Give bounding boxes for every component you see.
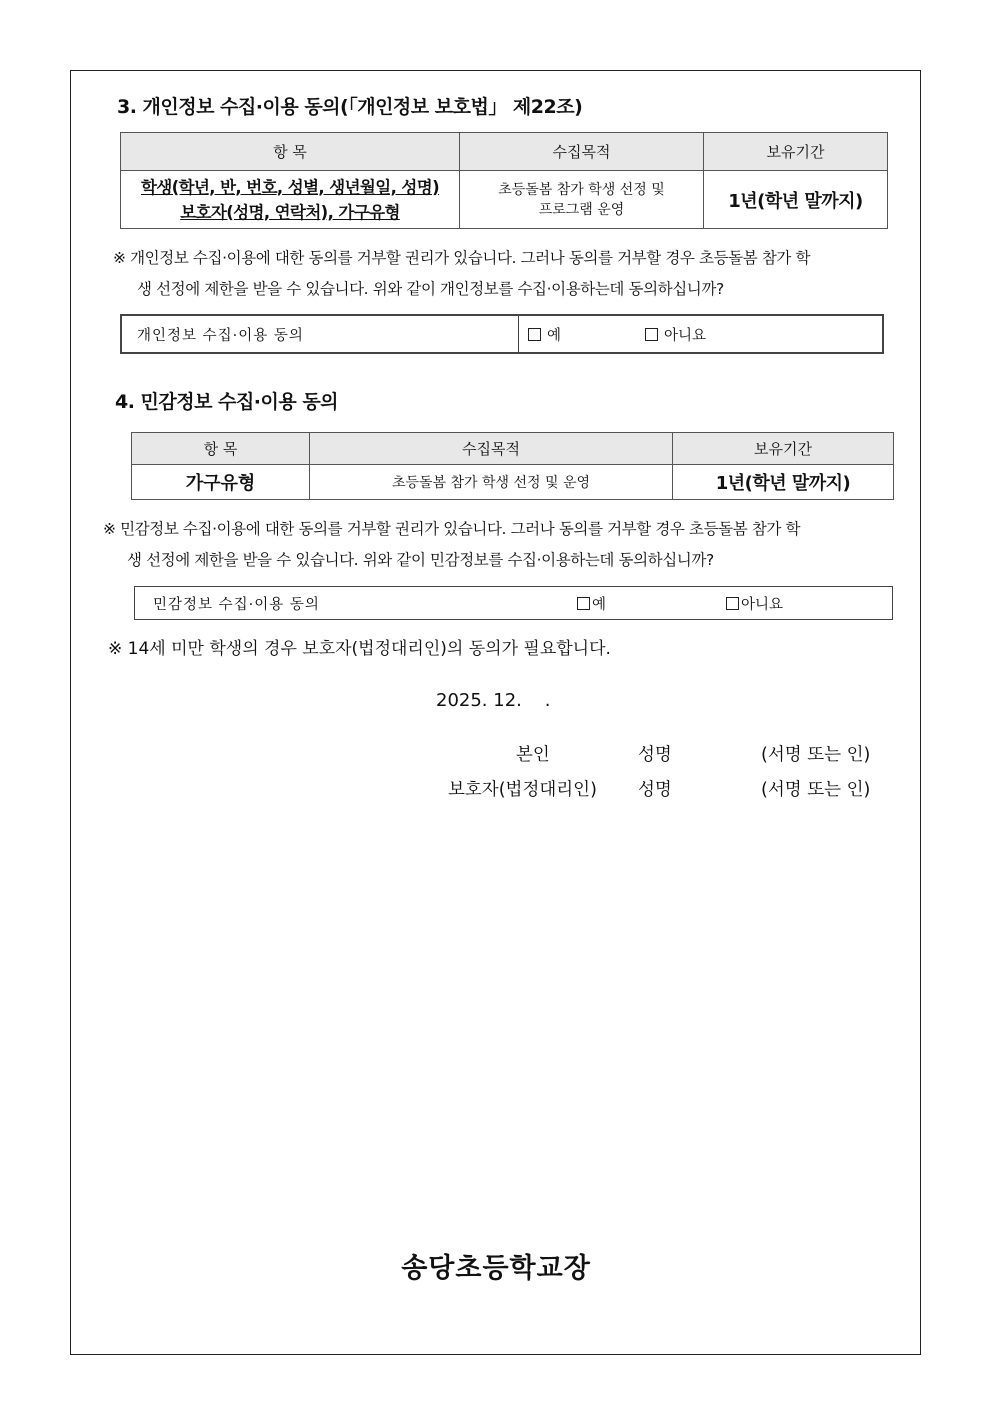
- section4-consent-box: [134, 586, 893, 620]
- item-cell: 가구유형: [132, 465, 310, 500]
- section4-yes-label: 예: [592, 596, 607, 613]
- section4-note-line1: ※ 민감정보 수집·이용에 대한 동의를 거부할 권리가 있습니다. 그러나 동의를 거부할 경우 초등돌봄 참가 학: [103, 520, 801, 538]
- header-item: 항 목: [121, 133, 460, 171]
- section4-note: [103, 514, 903, 576]
- signature-self-sign-label: (서명 또는 인): [761, 745, 871, 765]
- signature-guardian-name-label: 성명: [638, 780, 672, 800]
- section3-consent-box: [120, 314, 884, 354]
- section4-heading: 4. 민감정보 수집·이용 동의: [115, 391, 339, 413]
- signature-guardian-label: 보호자(법정대리인): [448, 780, 597, 800]
- personal-info-table: [120, 132, 888, 229]
- header-purpose: 수집목적: [460, 133, 704, 171]
- sensitive-info-table: [131, 432, 894, 500]
- item-line2: 보호자(성명, 연락처), 가구유형: [180, 202, 400, 222]
- section4-consent-label: 민감정보 수집·이용 동의: [153, 596, 320, 613]
- purpose-line2: 프로그램 운영: [538, 201, 625, 218]
- section3-note: [113, 243, 903, 305]
- section4-yes-option[interactable]: [577, 593, 606, 614]
- signature-guardian-sign-label: (서명 또는 인): [761, 780, 871, 800]
- school-principal: 송당초등학교장: [401, 1253, 591, 1284]
- section3-heading: 3. 개인정보 수집·이용 동의(「개인정보 보호법」 제22조): [117, 96, 583, 118]
- signature-self-label: 본인: [516, 745, 550, 765]
- section4-no-label: 아니요: [741, 596, 784, 613]
- header-item: 항 목: [132, 433, 310, 465]
- section4-no-option[interactable]: [726, 593, 783, 614]
- age-note: ※ 14세 미만 학생의 경우 보호자(법정대리인)의 동의가 필요합니다.: [108, 639, 611, 659]
- section3-note-line1: ※ 개인정보 수집·이용에 대한 동의를 거부할 권리가 있습니다. 그러나 동의를 거부할 경우 초등돌봄 참가 학: [113, 249, 811, 267]
- section4-yes-checkbox[interactable]: [577, 597, 590, 610]
- section3-note-line2: 생 선정에 제한을 받을 수 있습니다. 위와 같이 개인정보를 수집·이용하는데 동의하십니까?: [137, 280, 724, 298]
- section3-no-option[interactable]: [645, 324, 706, 345]
- purpose-cell: [460, 171, 704, 229]
- date-line: 2025. 12. .: [436, 690, 551, 711]
- section3-no-checkbox[interactable]: [645, 328, 658, 341]
- section4-note-line2: 생 선정에 제한을 받을 수 있습니다. 위와 같이 민감정보를 수집·이용하는데 동의하십니까?: [127, 551, 714, 569]
- purpose-line1: 초등돌봄 참가 학생 선정 및: [498, 181, 665, 198]
- section3-consent-label: 개인정보 수집·이용 동의: [122, 316, 519, 352]
- header-period: 보유기간: [673, 433, 894, 465]
- item-cell: [121, 171, 460, 229]
- purpose-cell: 초등돌봄 참가 학생 선정 및 운영: [310, 465, 673, 500]
- signature-self-name-label: 성명: [638, 745, 672, 765]
- period-cell: 1년(학년 말까지): [704, 171, 888, 229]
- section4-no-checkbox[interactable]: [726, 597, 739, 610]
- period-cell: 1년(학년 말까지): [673, 465, 894, 500]
- header-period: 보유기간: [704, 133, 888, 171]
- item-line1: 학생(학년, 반, 번호, 성별, 생년월일, 성명): [140, 177, 440, 197]
- section3-yes-option[interactable]: [528, 324, 561, 345]
- header-purpose: 수집목적: [310, 433, 673, 465]
- section3-yes-checkbox[interactable]: [528, 328, 541, 341]
- section3-yes-label: 예: [547, 327, 562, 344]
- section3-no-label: 아니요: [664, 327, 707, 344]
